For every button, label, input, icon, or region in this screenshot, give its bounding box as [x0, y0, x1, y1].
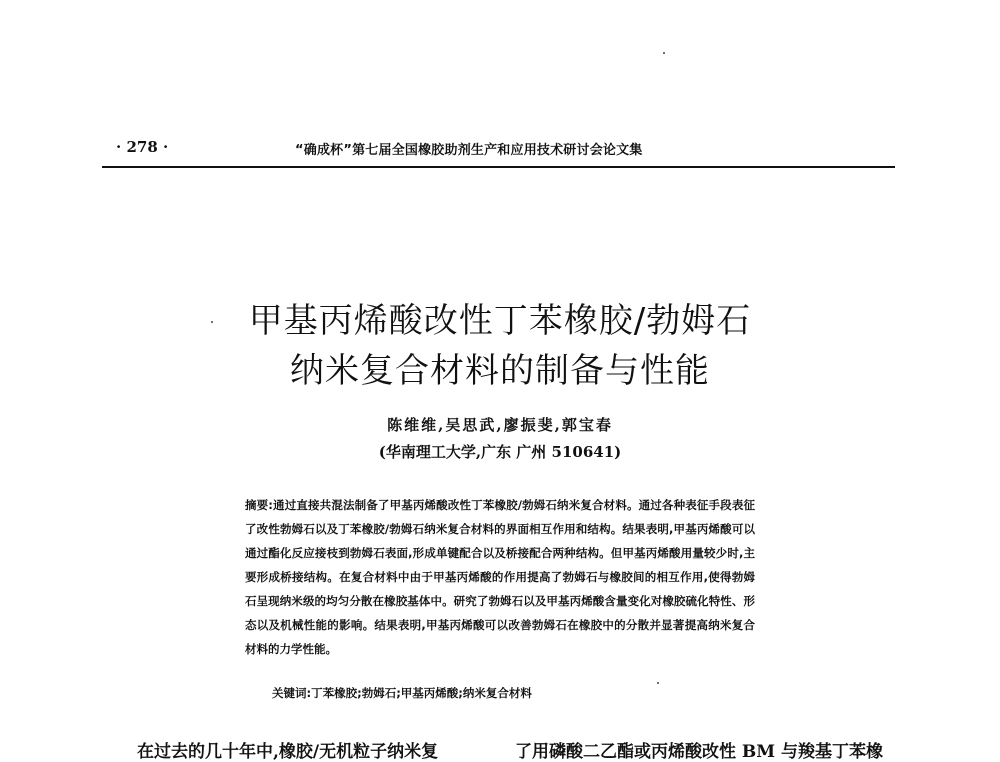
abstract [245, 493, 755, 661]
keywords [272, 685, 532, 701]
scan-speck [211, 321, 213, 323]
running-title: “确成杯”第七届全国橡胶助剂生产和应用技术研讨会论文集 [295, 143, 643, 158]
paper-title-line-2: 纳米复合材料的制备与性能 [290, 350, 710, 391]
body-text-left-column: 在过去的几十年中,橡胶/无机粒子纳米复 [137, 742, 439, 762]
scan-speck [663, 52, 665, 54]
keywords-text: 丁苯橡胶;勃姆石;甲基丙烯酸;纳米复合材料 [311, 686, 532, 700]
abstract-text: 通过直接共混法制备了甲基丙烯酸改性丁苯橡胶/勃姆石纳米复合材料。通过各种表征手段表征了改性勃姆石以及丁苯橡胶/勃姆石纳米复合材料的界面相互作用和结构。结果表明,甲基丙烯酸可以通过酯化反应接枝到勃姆石表面,形成单键配合以及桥接配合两种结构。但甲基丙烯酸用量较少时,主要形成桥接结构。在复合材料中由于甲基丙烯酸的作用提高了勃姆石与橡胶间的相互作用,使得勃姆石呈现纳米级的均匀分散在橡胶基体中。研究了勃姆石以及甲基丙烯酸含量变化对橡胶硫化特性、形态以及机械性能的影响。结果表明,甲基丙烯酸可以改善勃姆石在橡胶中的分散并显著提高纳米复合材料的力学性能。 [245, 498, 755, 656]
running-header [102, 134, 895, 168]
page-number: · 278 · [116, 138, 169, 156]
affiliation: (华南理工大学,广东 广州 510641) [378, 443, 622, 461]
keywords-label: 关键词: [272, 686, 312, 700]
body-text-right-column: 了用磷酸二乙酯或丙烯酸改性 BM 与羧基丁苯橡 [515, 742, 884, 762]
scan-speck [657, 682, 659, 684]
paper-title-line-1: 甲基丙烯酸改性丁苯橡胶/勃姆石 [248, 300, 752, 341]
abstract-label: 摘要: [245, 498, 273, 512]
author-list: 陈维维,吴思武,廖振斐,郭宝春 [387, 416, 613, 434]
